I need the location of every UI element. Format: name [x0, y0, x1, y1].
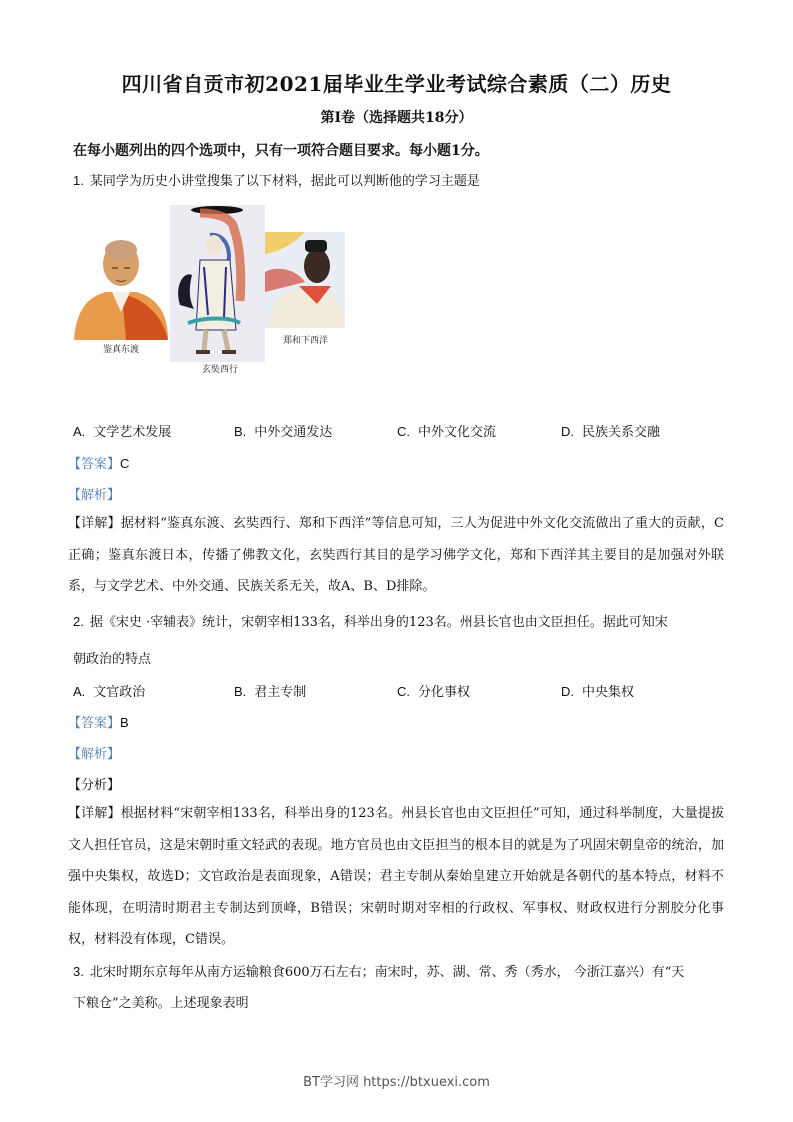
question-1-option-b[interactable]: B. 中外交通发达: [234, 424, 333, 440]
question-1-option-d[interactable]: D. 民族关系交融: [561, 424, 661, 440]
question-2-stem-line-1: 2. 据《宋史 ·宰辅表》统计，宋朝宰相133名，科举出身的123名。州县长官也由文臣担任。据此可知宋: [73, 614, 668, 630]
question-number: 2.: [73, 614, 84, 629]
question-1-stem: [73, 171, 480, 192]
question-2-option-a[interactable]: A. 文官政治: [73, 684, 146, 700]
answer-value: B: [120, 715, 129, 730]
question-3-stem-line-2: 下粮仓”之美称。上述现象表明: [73, 996, 249, 1011]
question-number: 1.: [73, 173, 84, 188]
question-3-stem-line-1: 3. 北宋时期东京每年从南方运输粮食600万石左右；南宋时，苏、湖、常、秀（秀水， 今浙江嘉兴）有“天: [73, 964, 685, 980]
detail-text: 据材料“鉴真东渡、玄奘西行、郑和下西洋”等信息可知，三人为促进中外文化交流做出了重大的贡献，C正确；鉴真东渡日本，传播了佛教文化，玄奘西行其目的是学习佛学文化，郑和下西洋其主要目的是加强对外联系，与文学艺术、中外交通、民族关系无关，故A、B、D排除。: [68, 516, 724, 594]
question-2-option-d[interactable]: D. 中央集权: [561, 684, 635, 700]
figure-caption: 玄奘西行: [202, 364, 239, 374]
question-2-option-c[interactable]: C. 分化事权: [397, 684, 471, 700]
page-footer-watermark: BT学习网 https://btxuexi.com: [303, 1075, 490, 1090]
detail-label: 【详解】: [68, 806, 121, 821]
detail-label: 【详解】: [68, 516, 121, 531]
question-2-stem-line-2: 朝政治的特点: [73, 652, 152, 667]
question-1-detail: [68, 508, 724, 603]
admiral-portrait-image: [265, 232, 345, 328]
question-2-option-b[interactable]: B. 君主专制: [234, 684, 307, 700]
question-text: 某同学为历史小讲堂搜集了以下材料，据此可以判断他的学习主题是: [89, 174, 480, 189]
answer-label: 【答案】: [68, 457, 121, 472]
question-1-option-a[interactable]: A. 文学艺术发展: [73, 424, 172, 440]
section-subtitle: 第Ⅰ卷（选择题共18分）: [320, 110, 473, 126]
question-1-option-c[interactable]: C. 中外文化交流: [397, 424, 497, 440]
figure-caption: 郑和下西洋: [283, 335, 329, 345]
answer-value: C: [120, 456, 130, 471]
question-2-analysis-label: 【解析】: [68, 747, 121, 762]
figure-caption: 鉴真东渡: [103, 344, 140, 354]
question-1-answer: [68, 453, 129, 472]
question-2-detail: [68, 798, 724, 956]
detail-text: 根据材料“宋朝宰相133名，科举出身的123名。州县长官也由文臣担任”可知，通过科举制度，大量提拔文人担任官员，这是宋朝时重文轻武的表现。地方官员也由文臣担当的根本目的就是为了巩固宋朝皇帝的统治，加强中央集权，故选D；文官政治是表面现象，A错误；君主专制从秦始皇建立开始就是各朝代的基本特点，材料不能体现，在明清时期君主专制达到顶峰，B错误；宋朝时期对宰相的行政权、军事权、财政权进行分割胶分化事权，材料没有体现，C错误。: [68, 806, 724, 947]
pilgrim-painting-image: [170, 205, 265, 362]
section-instruction: 在每小题列出的四个选项中，只有一项符合题目要求。每小题1分。: [73, 143, 489, 159]
question-number: 3.: [73, 964, 84, 979]
question-1-analysis-label: 【解析】: [68, 488, 121, 503]
question-2-fenxi-label: 【分析】: [68, 778, 121, 793]
question-2-answer: [68, 712, 129, 731]
monk-portrait-image: [72, 228, 170, 340]
document-title: 四川省自贡市初2021届毕业生学业考试综合素质（二）历史: [121, 72, 672, 96]
answer-label: 【答案】: [68, 716, 121, 731]
